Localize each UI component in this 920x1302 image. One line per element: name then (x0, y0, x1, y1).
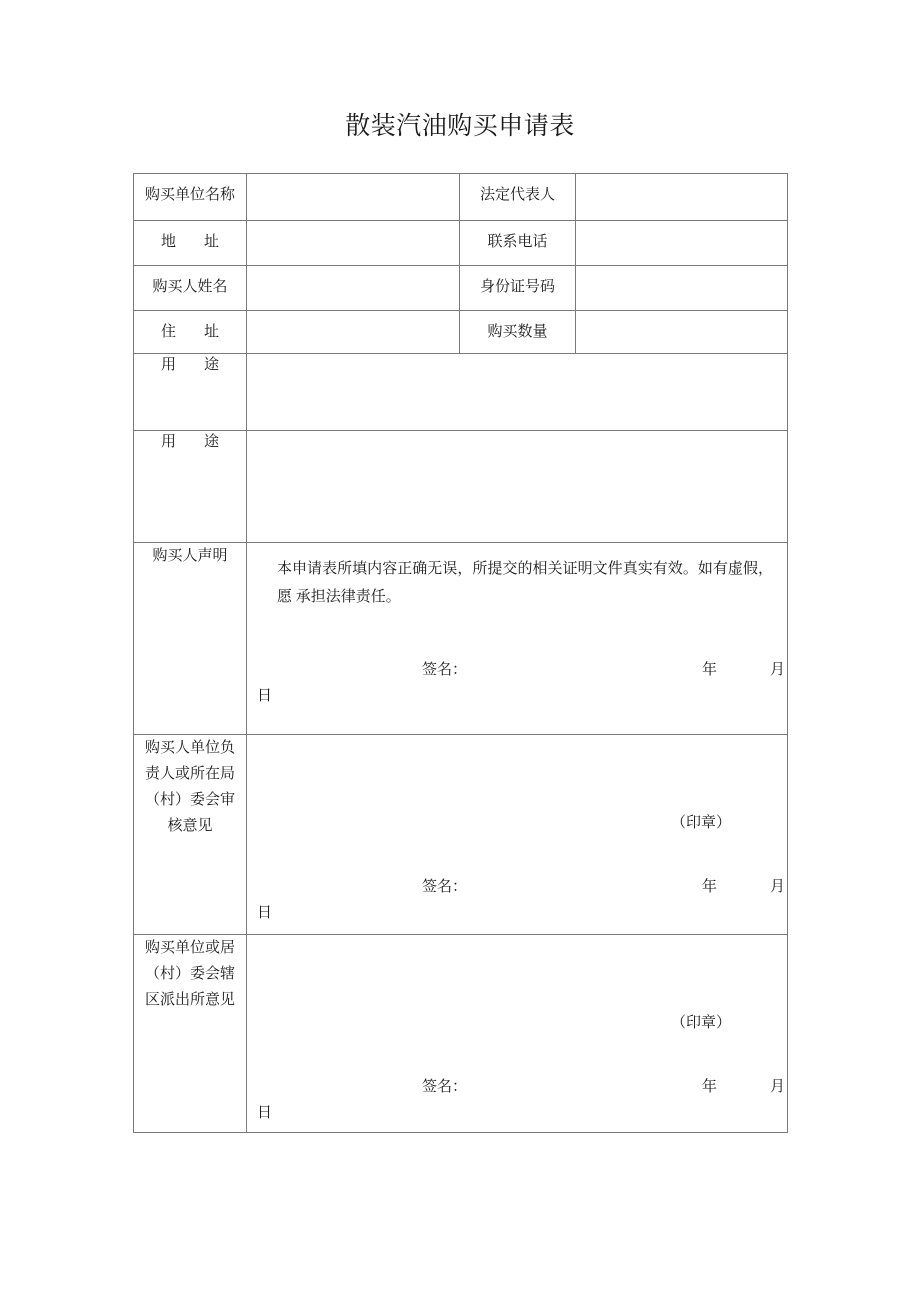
label-address (134, 221, 247, 266)
police-opinion-signature-label[interactable]: 签名： (422, 1079, 468, 1095)
label-purchase-quantity: 购买数量 (460, 311, 576, 354)
employer-review-signature-line (247, 874, 787, 900)
label-use-1 (134, 354, 247, 431)
label-use-2-char1: 用 (160, 434, 176, 450)
table-row (134, 735, 788, 935)
field-use-1[interactable] (247, 354, 788, 431)
table-row (134, 354, 788, 431)
label-use-2 (134, 431, 247, 543)
label-residence-char1: 住 (160, 324, 176, 340)
field-use-2[interactable] (247, 431, 788, 543)
field-address[interactable] (247, 221, 460, 266)
table-row (134, 935, 788, 1133)
label-address-char1: 地 (160, 234, 176, 250)
label-purchasing-unit-name: 购买单位名称 (134, 174, 247, 221)
field-contact-phone[interactable] (576, 221, 788, 266)
employer-review-signature-label[interactable]: 签名： (422, 879, 468, 895)
table-row (134, 543, 788, 735)
table-row (134, 221, 788, 266)
cell-police-opinion[interactable] (247, 935, 788, 1133)
label-use-1-char1: 用 (160, 357, 176, 373)
declaration-month-label: 月 (770, 662, 786, 678)
table-row (134, 431, 788, 543)
police-opinion-spacer-top (247, 935, 787, 1010)
table-row (134, 266, 788, 311)
field-buyer-name[interactable] (247, 266, 460, 311)
police-opinion-day-label: 日 (257, 1105, 273, 1121)
declaration-year-label: 年 (702, 662, 718, 678)
label-id-number: 身份证号码 (460, 266, 576, 311)
declaration-spacer (247, 611, 787, 651)
police-opinion-seal-label: （印章） (671, 1015, 732, 1031)
cell-buyer-declaration[interactable] (247, 543, 788, 735)
label-employer-review: 购买人单位负责人或所在局（村）委会审核意见 (134, 735, 247, 935)
application-form-table (133, 173, 788, 1133)
employer-review-spacer-top (247, 735, 787, 810)
field-purchase-quantity[interactable] (576, 311, 788, 354)
label-residence-char2: 址 (204, 324, 220, 340)
field-legal-representative[interactable] (576, 174, 788, 221)
employer-review-year-label: 年 (702, 879, 718, 895)
label-buyer-name: 购买人姓名 (134, 266, 247, 311)
label-residence (134, 311, 247, 354)
employer-review-spacer-mid (247, 836, 787, 868)
police-opinion-signature-line (247, 1074, 787, 1100)
table-row (134, 174, 788, 221)
employer-review-day-label: 日 (257, 905, 273, 921)
field-residence[interactable] (247, 311, 460, 354)
declaration-day-label: 日 (257, 688, 273, 704)
declaration-text: 本申请表所填内容正确无误，所提交的相关证明文件真实有效。如有虚假，愿 承担法律责任。 (277, 561, 773, 605)
label-legal-representative: 法定代表人 (460, 174, 576, 221)
employer-review-month-label: 月 (770, 879, 786, 895)
field-purchasing-unit-name[interactable] (247, 174, 460, 221)
page-title: 散装汽油购买申请表 (345, 113, 575, 140)
label-address-char2: 址 (204, 234, 220, 250)
police-opinion-spacer-mid (247, 1036, 787, 1068)
employer-review-seal-label: （印章） (671, 815, 732, 831)
cell-employer-review[interactable] (247, 735, 788, 935)
table-row (134, 311, 788, 354)
label-use-2-char2: 途 (204, 434, 220, 450)
label-police-opinion: 购买单位或居（村）委会辖区派出所意见 (134, 935, 247, 1133)
declaration-signature-line (247, 657, 787, 683)
declaration-signature-label[interactable]: 签名： (422, 662, 468, 678)
label-contact-phone: 联系电话 (460, 221, 576, 266)
label-buyer-declaration: 购买人声明 (134, 543, 247, 735)
label-use-1-char2: 途 (204, 357, 220, 373)
police-opinion-month-label: 月 (770, 1079, 786, 1095)
police-opinion-year-label: 年 (702, 1079, 718, 1095)
field-id-number[interactable] (576, 266, 788, 311)
